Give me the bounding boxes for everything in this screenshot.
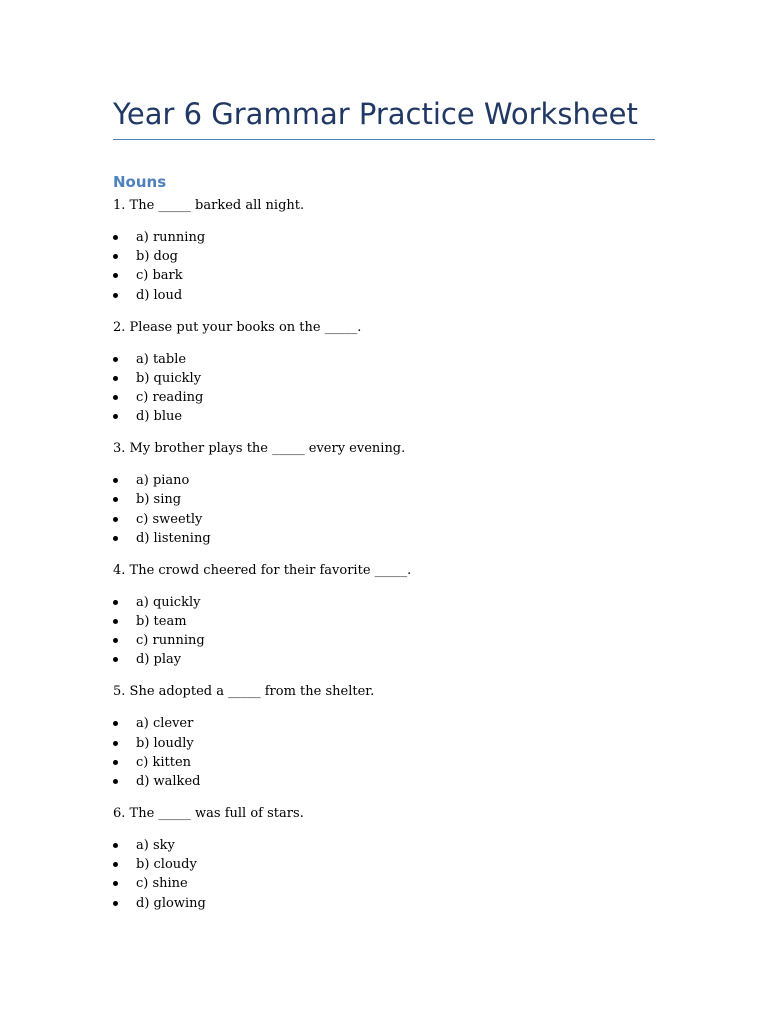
- bullet-icon: [113, 517, 118, 522]
- answer-options: [113, 350, 655, 427]
- answer-option: [113, 388, 655, 407]
- option-label: a) table: [136, 351, 187, 367]
- option-label: c) kitten: [136, 754, 192, 770]
- option-label: b) loudly: [136, 735, 194, 751]
- answer-options: [113, 471, 655, 548]
- answer-option: [113, 894, 655, 913]
- option-label: d) loud: [136, 287, 183, 303]
- question-5: [113, 682, 655, 804]
- option-label: c) sweetly: [136, 511, 203, 527]
- question-1: [113, 196, 655, 318]
- option-label: b) team: [136, 613, 187, 629]
- question-text: 1. The _____ barked all night.: [113, 198, 305, 213]
- option-label: a) sky: [136, 837, 175, 853]
- bullet-icon: [113, 843, 118, 848]
- option-label: c) running: [136, 633, 205, 649]
- bullet-icon: [113, 862, 118, 867]
- bullet-icon: [113, 657, 118, 662]
- bullet-icon: [113, 881, 118, 886]
- question-4: [113, 561, 655, 683]
- answer-options: [113, 593, 655, 670]
- bullet-icon: [113, 901, 118, 906]
- option-label: b) cloudy: [136, 857, 197, 873]
- option-label: d) blue: [136, 409, 183, 425]
- answer-options: [113, 836, 655, 913]
- question-2: [113, 318, 655, 440]
- answer-option: [113, 369, 655, 388]
- option-label: a) piano: [136, 473, 190, 489]
- bullet-icon: [113, 376, 118, 381]
- answer-option: [113, 247, 655, 266]
- page-title: Year 6 Grammar Practice Worksheet: [113, 97, 638, 131]
- option-label: a) quickly: [136, 594, 201, 610]
- answer-option: [113, 471, 655, 490]
- answer-option: [113, 266, 655, 285]
- bullet-icon: [113, 273, 118, 278]
- option-label: a) running: [136, 230, 206, 245]
- section-heading: Nouns: [113, 173, 167, 191]
- question-6: [113, 804, 655, 926]
- answer-option: [113, 753, 655, 772]
- bullet-icon: [113, 721, 118, 726]
- answer-option: [113, 650, 655, 669]
- bullet-icon: [113, 600, 118, 605]
- bullet-icon: [113, 293, 118, 298]
- bullet-icon: [113, 536, 118, 541]
- question-text: 3. My brother plays the _____ every evening.: [113, 441, 406, 457]
- bullet-icon: [113, 357, 118, 362]
- answer-option: [113, 631, 655, 650]
- option-label: b) quickly: [136, 370, 202, 386]
- option-label: d) walked: [136, 773, 201, 789]
- question-text: 5. She adopted a _____ from the shelter.: [113, 684, 375, 700]
- answer-option: [113, 510, 655, 529]
- answer-option: [113, 407, 655, 426]
- answer-option: [113, 529, 655, 548]
- answer-option: [113, 490, 655, 509]
- option-label: c) shine: [136, 876, 188, 892]
- question-text: 4. The crowd cheered for their favorite _____.: [113, 562, 412, 578]
- answer-option: [113, 593, 655, 612]
- option-label: d) glowing: [136, 895, 206, 911]
- answer-option: [113, 874, 655, 893]
- bullet-icon: [113, 414, 118, 419]
- bullet-icon: [113, 638, 118, 643]
- bullet-icon: [113, 497, 118, 502]
- answer-option: [113, 612, 655, 631]
- bullet-icon: [113, 741, 118, 746]
- option-label: d) listening: [136, 530, 211, 546]
- answer-option: [113, 228, 655, 247]
- option-label: d) play: [136, 652, 182, 668]
- answer-option: [113, 734, 655, 753]
- bullet-icon: [113, 760, 118, 765]
- title-divider: [113, 139, 655, 140]
- bullet-icon: [113, 235, 118, 240]
- bullet-icon: [113, 254, 118, 259]
- option-label: c) bark: [136, 268, 183, 284]
- question-3: [113, 439, 655, 561]
- answer-option: [113, 286, 655, 305]
- answer-options: [113, 228, 655, 305]
- bullet-icon: [113, 395, 118, 400]
- option-label: a) clever: [136, 716, 194, 732]
- bullet-icon: [113, 779, 118, 784]
- bullet-icon: [113, 619, 118, 624]
- answer-option: [113, 714, 655, 733]
- answer-option: [113, 772, 655, 791]
- answer-option: [113, 855, 655, 874]
- option-label: c) reading: [136, 389, 204, 405]
- question-text: 2. Please put your books on the _____.: [113, 319, 362, 335]
- answer-options: [113, 714, 655, 791]
- question-text: 6. The _____ was full of stars.: [113, 805, 304, 821]
- question-list: [113, 196, 655, 926]
- answer-option: [113, 350, 655, 369]
- bullet-icon: [113, 478, 118, 483]
- option-label: b) sing: [136, 492, 182, 508]
- option-label: b) dog: [136, 249, 178, 265]
- answer-option: [113, 836, 655, 855]
